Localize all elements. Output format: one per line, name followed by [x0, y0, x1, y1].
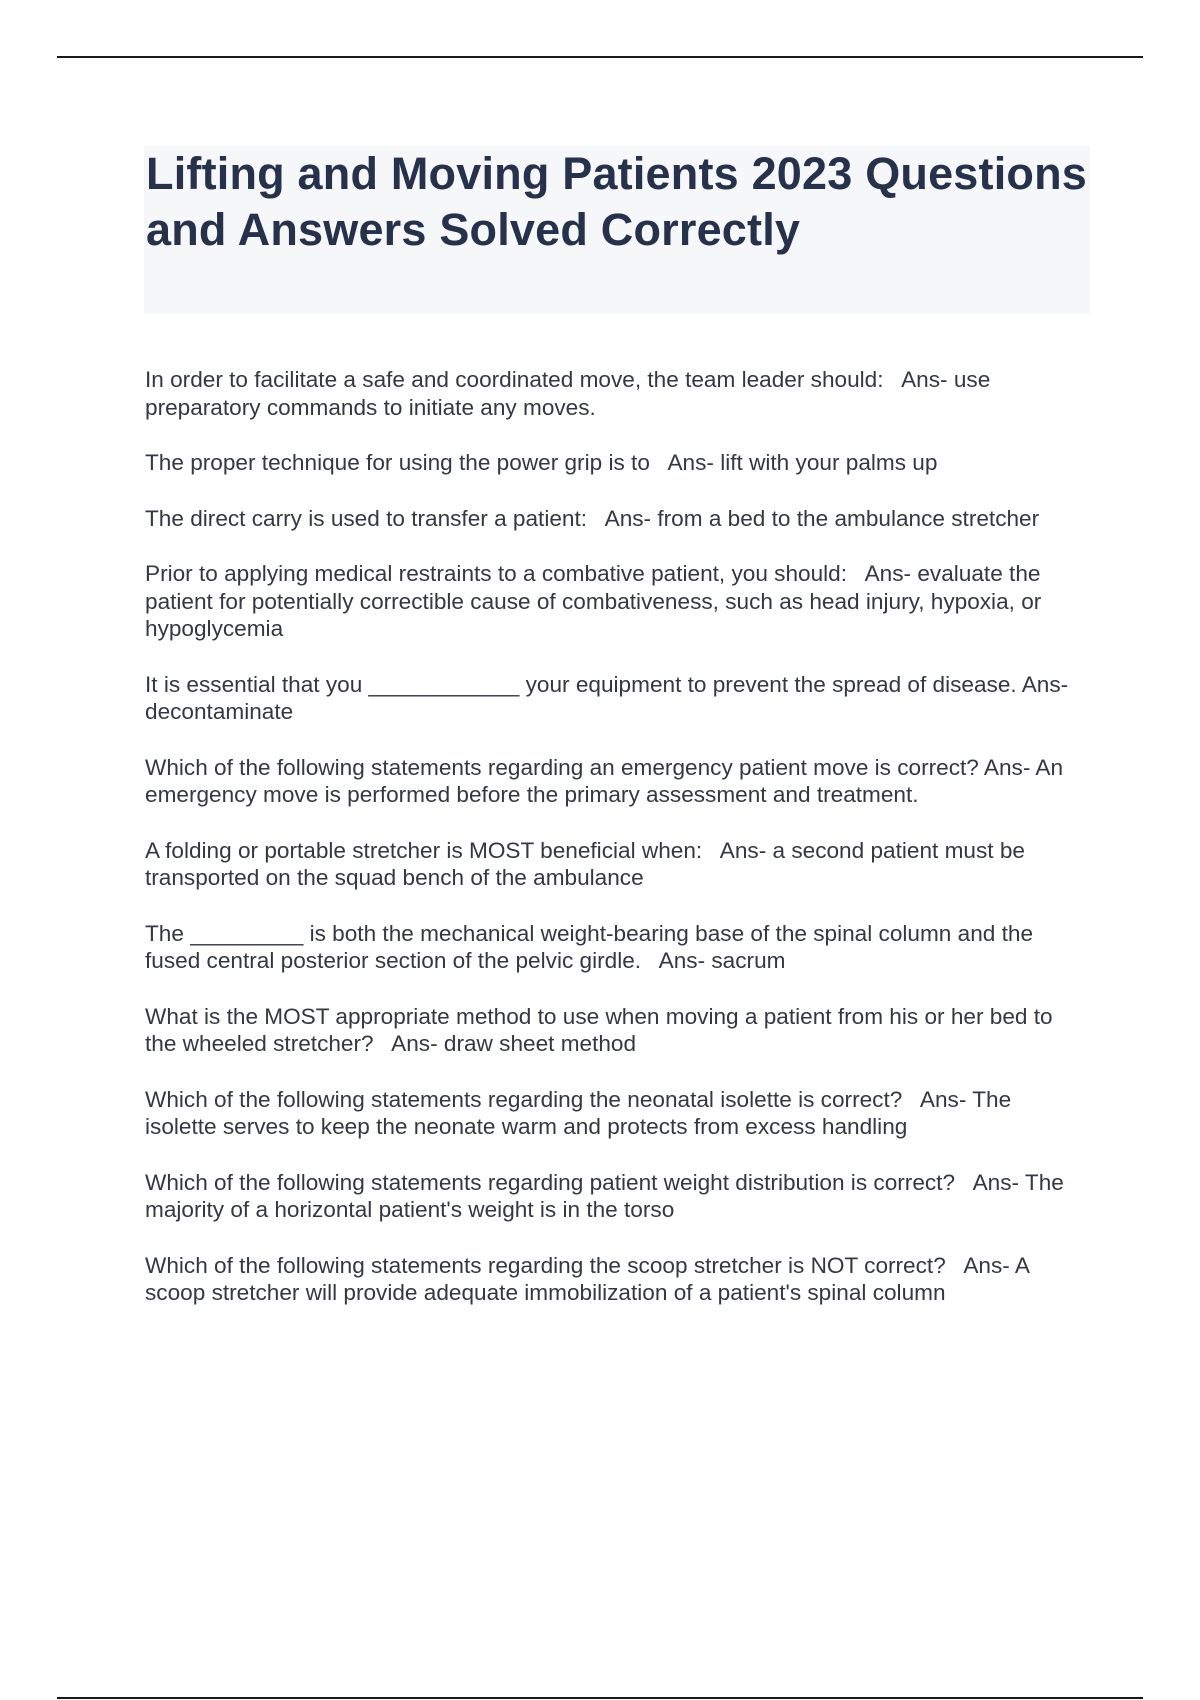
qa-item: Which of the following statements regarding an emergency patient move is correct? Ans- An emergency move is performed before the primary assessment and treatment. [145, 754, 1070, 807]
bottom-divider [57, 1697, 1143, 1699]
qa-item: A folding or portable stretcher is MOST beneficial when: Ans- a second patient must be transported on the squad bench of the ambulance [145, 837, 1032, 890]
qa-item: Which of the following statements regarding the scoop stretcher is NOT correct? Ans- A scoop stretcher will provide adequate immobilization of a patient's spinal column [145, 1252, 1035, 1305]
qa-item: It is essential that you ____________ your equipment to prevent the spread of disease. Ans- decontaminate [145, 671, 1075, 724]
qa-item: Which of the following statements regarding patient weight distribution is correct? Ans- The majority of a horizontal patient's weight is in the torso [145, 1169, 1071, 1222]
title-block [144, 146, 1090, 314]
qa-item: In order to facilitate a safe and coordinated move, the team leader should: Ans- use preparatory commands to initiate any moves. [145, 367, 997, 420]
qa-item: Which of the following statements regarding the neonatal isolette is correct? Ans- The isolette serves to keep the neonate warm and protects from excess handling [145, 1086, 1018, 1139]
qa-list [145, 366, 1085, 1335]
qa-item: Prior to applying medical restraints to a combative patient, you should: Ans- evaluate the patient for potentially correctible cause of combativeness, such as head injury, hypoxia, or hypoglycemia [145, 561, 1048, 641]
qa-item: The proper technique for using the power grip is to Ans- lift with your palms up [145, 450, 938, 475]
document-title: Lifting and Moving Patients 2023 Questions and Answers Solved Correctly [146, 148, 1088, 255]
qa-item: The direct carry is used to transfer a patient: Ans- from a bed to the ambulance stretcher [145, 505, 1040, 531]
qa-item: The _________ is both the mechanical weight-bearing base of the spinal column and the fused central posterior section of the pelvic girdle. Ans- sacrum [145, 920, 1040, 973]
top-divider [57, 56, 1143, 58]
qa-item: What is the MOST appropriate method to use when moving a patient from his or her bed to the wheeled stretcher? Ans- draw sheet method [145, 1003, 1059, 1056]
